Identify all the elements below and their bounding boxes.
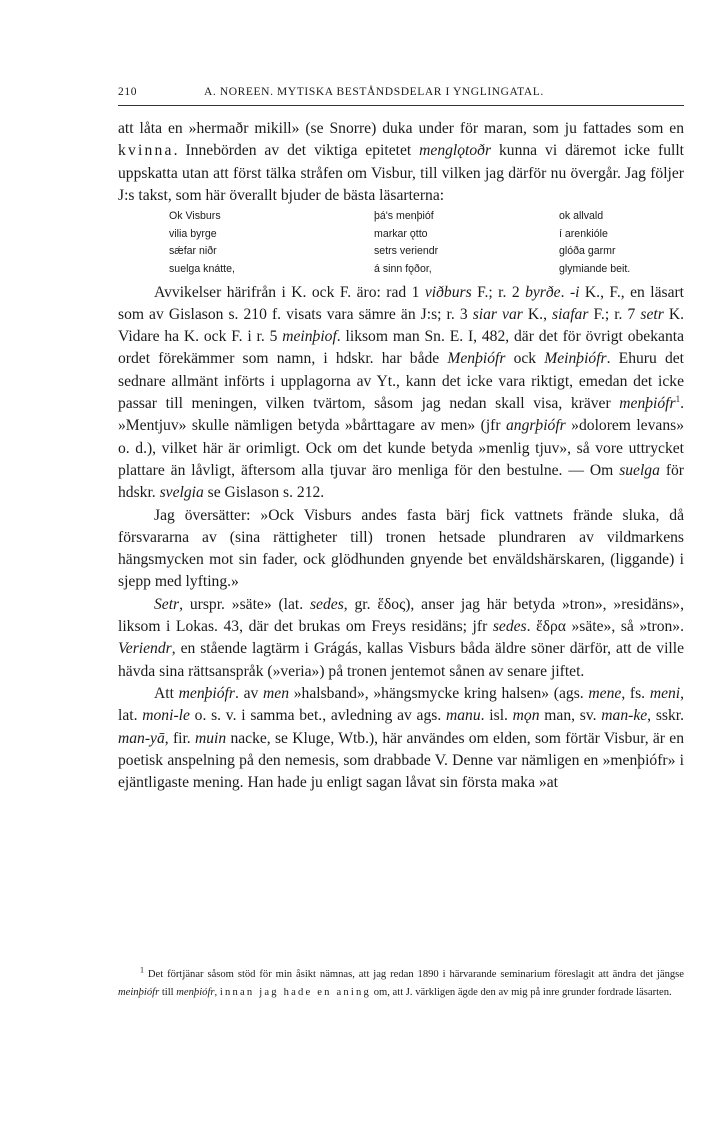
text: o. s. v. i samma bet., avledning av ags. bbox=[189, 707, 446, 725]
text: . bbox=[560, 283, 570, 301]
running-title: A. NOREEN. MYTISKA BESTÅNDSDELAR I YNGLINGATAL. bbox=[204, 86, 544, 98]
term-italic: sedes bbox=[492, 618, 527, 636]
text: , fs. bbox=[621, 684, 650, 702]
term-italic: Setr bbox=[154, 595, 180, 613]
text: , urspr. »säte» (lat. bbox=[179, 595, 310, 613]
text: Jag översätter: »Ock Visburs andes fasta bärj fick vattnets frände sluka, då försvararna av (sina rättigheter till) tronen hetsade plundraren av vildmarkens hängsmycken mot sin fader, ock glödhunden gnyende bet enväldshärskaren, (liggande) i sjepp med lyfting.» bbox=[118, 506, 684, 591]
emphasis-spaced: kvinna bbox=[118, 142, 174, 160]
verse-line: glymiande beit. bbox=[559, 262, 631, 275]
text: , fir. bbox=[164, 729, 195, 747]
term-italic: men bbox=[263, 684, 290, 702]
term-italic: setr bbox=[640, 305, 664, 323]
header-rule bbox=[118, 105, 684, 106]
text: . Ehuru det sednare allmänt införts i upplagorna av Yt., kann det icke vara riktigt, emedan det icke passar till meningen, vilken tvärtom, såsom jag nedan skall visa, kräver bbox=[118, 350, 684, 413]
paragraph-2 bbox=[118, 282, 684, 505]
text: , bbox=[214, 986, 220, 998]
term-italic: -i bbox=[569, 283, 580, 301]
footnote-reference[interactable]: 1 bbox=[675, 393, 681, 404]
paragraph-5 bbox=[118, 683, 684, 794]
page-number: 210 bbox=[118, 86, 138, 98]
term-italic: menþiófr bbox=[176, 986, 215, 998]
term-italic: viðburs bbox=[424, 283, 472, 301]
term-italic: meinþiof bbox=[282, 328, 337, 346]
text: se Gislason s. 212. bbox=[203, 484, 325, 502]
term-italic: meni bbox=[649, 684, 681, 702]
text: . isl. bbox=[480, 707, 513, 725]
verse-line: glóða garmr bbox=[559, 245, 616, 258]
text: F.; r. 7 bbox=[588, 305, 641, 323]
main-text bbox=[118, 118, 684, 794]
term-italic: Menþiófr bbox=[447, 350, 506, 368]
term-italic: sedes bbox=[309, 595, 344, 613]
text: »dolorem levans» o. d.), vilket här är orimligt. Ock om det kunde betyda »menlig tjuv», så vore uttrycket plattare än låvligt, äftersom alla tjuvar äro menliga för den bestulne. — Om bbox=[118, 417, 684, 479]
term-italic: siafar bbox=[552, 305, 589, 323]
term-italic: byrðe bbox=[525, 283, 561, 301]
text: , en stående lagtärm i Grágás, kallas Visburs båda äldre söner därför, att de ville hävda sina rättsanspråk (»veria») på tronen jentemot sånen av senare jiftet. bbox=[118, 640, 684, 680]
text: nacke, se Kluge, Wtb.), här användes om elden, som förtär Visbur, är en poetisk anspelning på den nemesis, som drabbade V. Denne var nämligen en »menþiófr» i ejäntligaste mening. Han hade ju enligt sagan låvat sin första maka »at bbox=[118, 729, 684, 792]
term-italic: menþiófr bbox=[619, 395, 676, 413]
footnote-paragraph bbox=[118, 966, 684, 1002]
text: . ἕδρα »säte», så »tron». bbox=[526, 618, 684, 636]
term-italic: Meinþiófr bbox=[544, 350, 607, 368]
verse-line: markar ǫtto bbox=[374, 227, 428, 240]
term-italic: siar var bbox=[472, 305, 523, 323]
text: »halsband», »hängsmycke kring halsen» (ags. bbox=[289, 684, 589, 702]
text: Det förtjänar såsom stöd för min åsikt nämnas, att jag redan 1890 i härvarande seminarium föreslagit att ändra det jängse bbox=[144, 969, 684, 980]
term-italic: moni-le bbox=[142, 707, 190, 725]
text: att låta en »hermaðr mikill» (se Snorre) duka under för maran, som ju fattades som en bbox=[118, 120, 684, 137]
term-italic: meinþiófr bbox=[118, 986, 160, 998]
text: . liksom man Sn. E. I, 482, där det för övrigt obekanta ordet förekämmer som namn, i hdskr. har både bbox=[118, 328, 684, 368]
term-italic: Veriendr bbox=[118, 640, 172, 658]
verse-line: setrs veriendr bbox=[374, 245, 439, 258]
text: , sskr. bbox=[647, 707, 684, 725]
text: för hdskr. bbox=[118, 461, 684, 502]
term-italic: manu bbox=[445, 707, 481, 725]
text: , gr. ἕδος), anser jag här betyda »tron», »residäns», liksom i Lokas. 43, där det brukas om Freys residäns; jfr bbox=[118, 595, 684, 636]
term-italic: man-yā bbox=[118, 729, 165, 747]
text: , lat. bbox=[118, 684, 685, 725]
verse-line: sǽfar niðr bbox=[169, 245, 217, 258]
term-italic: menþiófr bbox=[178, 684, 235, 702]
text: Avvikelser härifrån i K. ock F. äro: rad 1 bbox=[154, 283, 425, 301]
term-italic: man-ke bbox=[601, 707, 648, 725]
paragraph-4 bbox=[118, 594, 684, 683]
verse-line: Ok Visburs bbox=[169, 210, 221, 223]
term-italic: svelgia bbox=[159, 484, 204, 502]
verse-line: þá's menþióf bbox=[374, 210, 434, 223]
term-italic: suelga bbox=[619, 461, 660, 479]
verse-line: suelga knátte, bbox=[169, 262, 235, 275]
verse-column-1 bbox=[169, 208, 374, 278]
text: F.; r. 2 bbox=[471, 283, 526, 301]
verse-line: ok allvald bbox=[559, 210, 604, 223]
paragraph-1 bbox=[118, 118, 684, 207]
verse-line: í arenkióle bbox=[559, 227, 608, 240]
text: man, sv. bbox=[539, 707, 602, 725]
term-italic: menglǫtoðr bbox=[419, 142, 492, 160]
footnote-mark: 1 bbox=[140, 965, 144, 975]
text: till bbox=[159, 986, 177, 998]
text: kunna vi däremot icke fullt uppskatta utan att först tälka stråfen om Visbur, till vilken jag därför nu övergår. Jag följer J:s takst, som här överallt bjuder de bästa läsarterna: bbox=[118, 142, 684, 204]
text: . av bbox=[234, 684, 264, 702]
text: ock bbox=[505, 350, 545, 368]
text: . Innebörden av det viktiga epitetet bbox=[173, 142, 420, 160]
text: . »Mentjuv» skulle nämligen betyda »bårttagare av men» (jfr bbox=[118, 395, 684, 435]
running-head bbox=[118, 84, 684, 104]
text: Att bbox=[154, 684, 179, 702]
paragraph-3 bbox=[118, 505, 684, 594]
verse-column-2 bbox=[374, 208, 559, 278]
term-italic: mene bbox=[588, 684, 622, 702]
emphasis-spaced: innan jag hade en aning bbox=[219, 986, 372, 998]
text: K., F., en läsart som av Gislason s. 210 f. visats vara sämre än J:s; r. 3 bbox=[118, 283, 685, 323]
term-italic: angrþiófr bbox=[505, 417, 566, 435]
text: om, att J. värkligen ägde den av mig på inre grunder fordrade läsarten. bbox=[371, 986, 672, 998]
verse-line: á sinn fǫðor, bbox=[374, 262, 432, 275]
verse-column-3 bbox=[559, 208, 684, 278]
term-italic: muin bbox=[194, 729, 227, 747]
verse-block bbox=[118, 208, 684, 278]
verse-line: vilia byrge bbox=[169, 227, 217, 240]
footnote bbox=[118, 966, 684, 1002]
text: K., bbox=[522, 305, 553, 323]
term-italic: mǫn bbox=[512, 707, 540, 725]
text: K. Vidare ha K. ock F. i r. 5 bbox=[118, 305, 685, 346]
